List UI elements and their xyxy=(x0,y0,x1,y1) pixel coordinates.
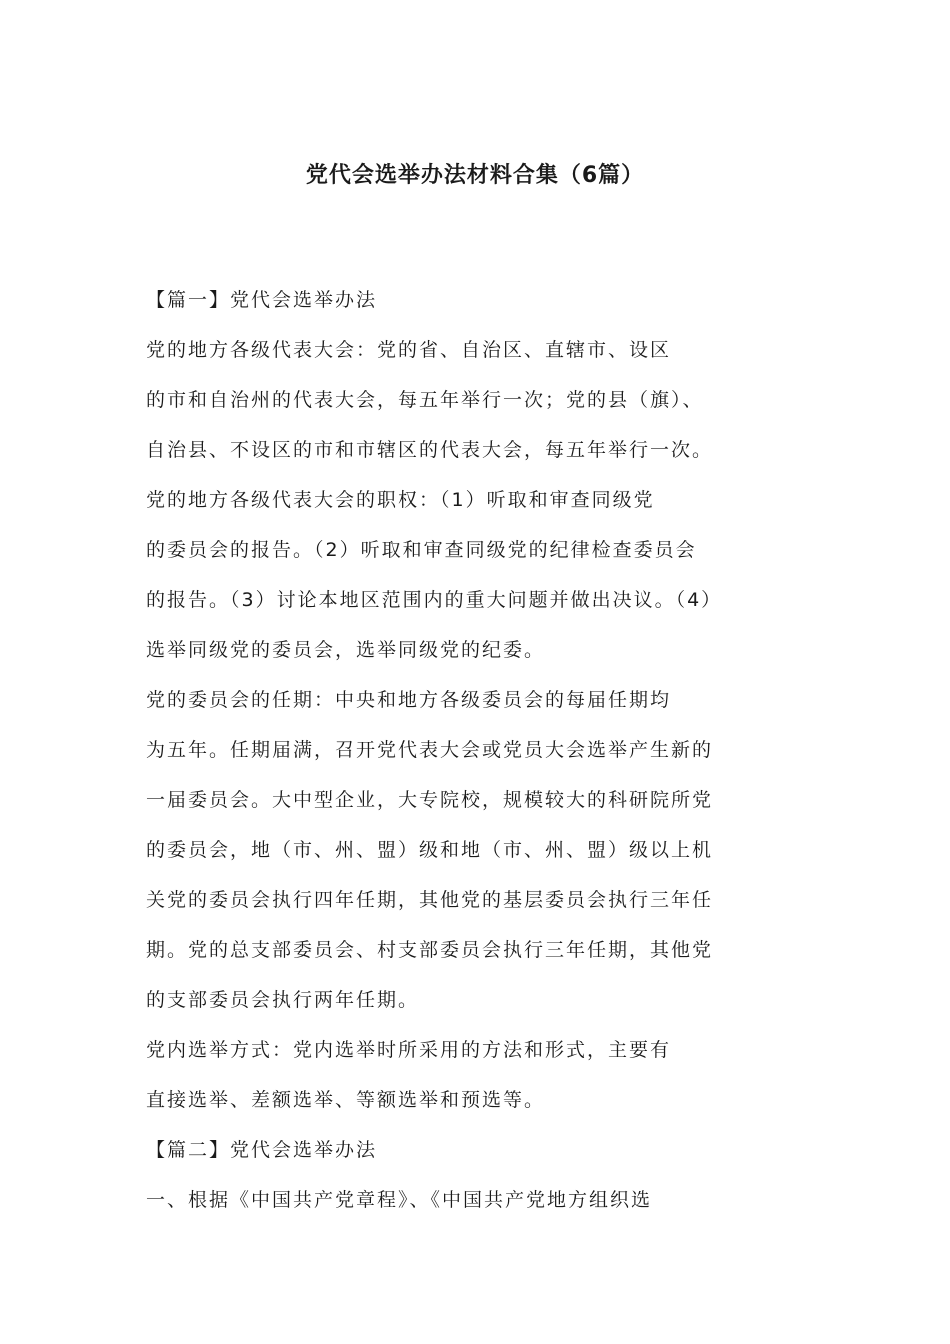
paragraph-line: 选举同级党的委员会，选举同级党的纪委。 xyxy=(146,639,546,661)
paragraph-line: 直接选举、差额选举、等额选举和预选等。 xyxy=(146,1089,546,1111)
paragraph-line: 自治县、不设区的市和市辖区的代表大会，每五年举行一次。 xyxy=(146,439,714,461)
document-body xyxy=(146,282,846,1232)
paragraph-line: 期。党的总支部委员会、村支部委员会执行三年任期，其他党 xyxy=(146,939,714,961)
paragraph-line: 的支部委员会执行两年任期。 xyxy=(146,989,420,1011)
paragraph-line: 党的地方各级代表大会的职权：（1）听取和审查同级党 xyxy=(146,489,655,511)
section-heading-1: 【篇一】党代会选举办法 xyxy=(146,289,378,311)
paragraph-line: 党内选举方式：党内选举时所采用的方法和形式，主要有 xyxy=(146,1039,672,1061)
paragraph-line: 的委员会，地（市、州、盟）级和地（市、州、盟）级以上机 xyxy=(146,839,714,861)
paragraph-line: 为五年。任期届满，召开党代表大会或党员大会选举产生新的 xyxy=(146,739,714,761)
paragraph-line: 的报告。（3）讨论本地区范围内的重大问题并做出决议。（4） xyxy=(146,589,723,611)
section-heading-2: 【篇二】党代会选举办法 xyxy=(146,1139,378,1161)
paragraph-line: 关党的委员会执行四年任期，其他党的基层委员会执行三年任 xyxy=(146,889,714,911)
paragraph-line: 党的地方各级代表大会：党的省、自治区、直辖市、设区 xyxy=(146,339,672,361)
paragraph-line: 党的委员会的任期：中央和地方各级委员会的每届任期均 xyxy=(146,689,672,711)
paragraph-line: 一、根据《中国共产党章程》、《中国共产党地方组织选 xyxy=(146,1189,653,1211)
paragraph-line: 的市和自治州的代表大会，每五年举行一次；党的县（旗）、 xyxy=(146,389,704,411)
paragraph-line: 的委员会的报告。（2）听取和审查同级党的纪律检查委员会 xyxy=(146,539,697,561)
document-title: 党代会选举办法材料合集（6篇） xyxy=(305,163,645,188)
paragraph-line: 一届委员会。大中型企业，大专院校，规模较大的科研院所党 xyxy=(146,789,714,811)
